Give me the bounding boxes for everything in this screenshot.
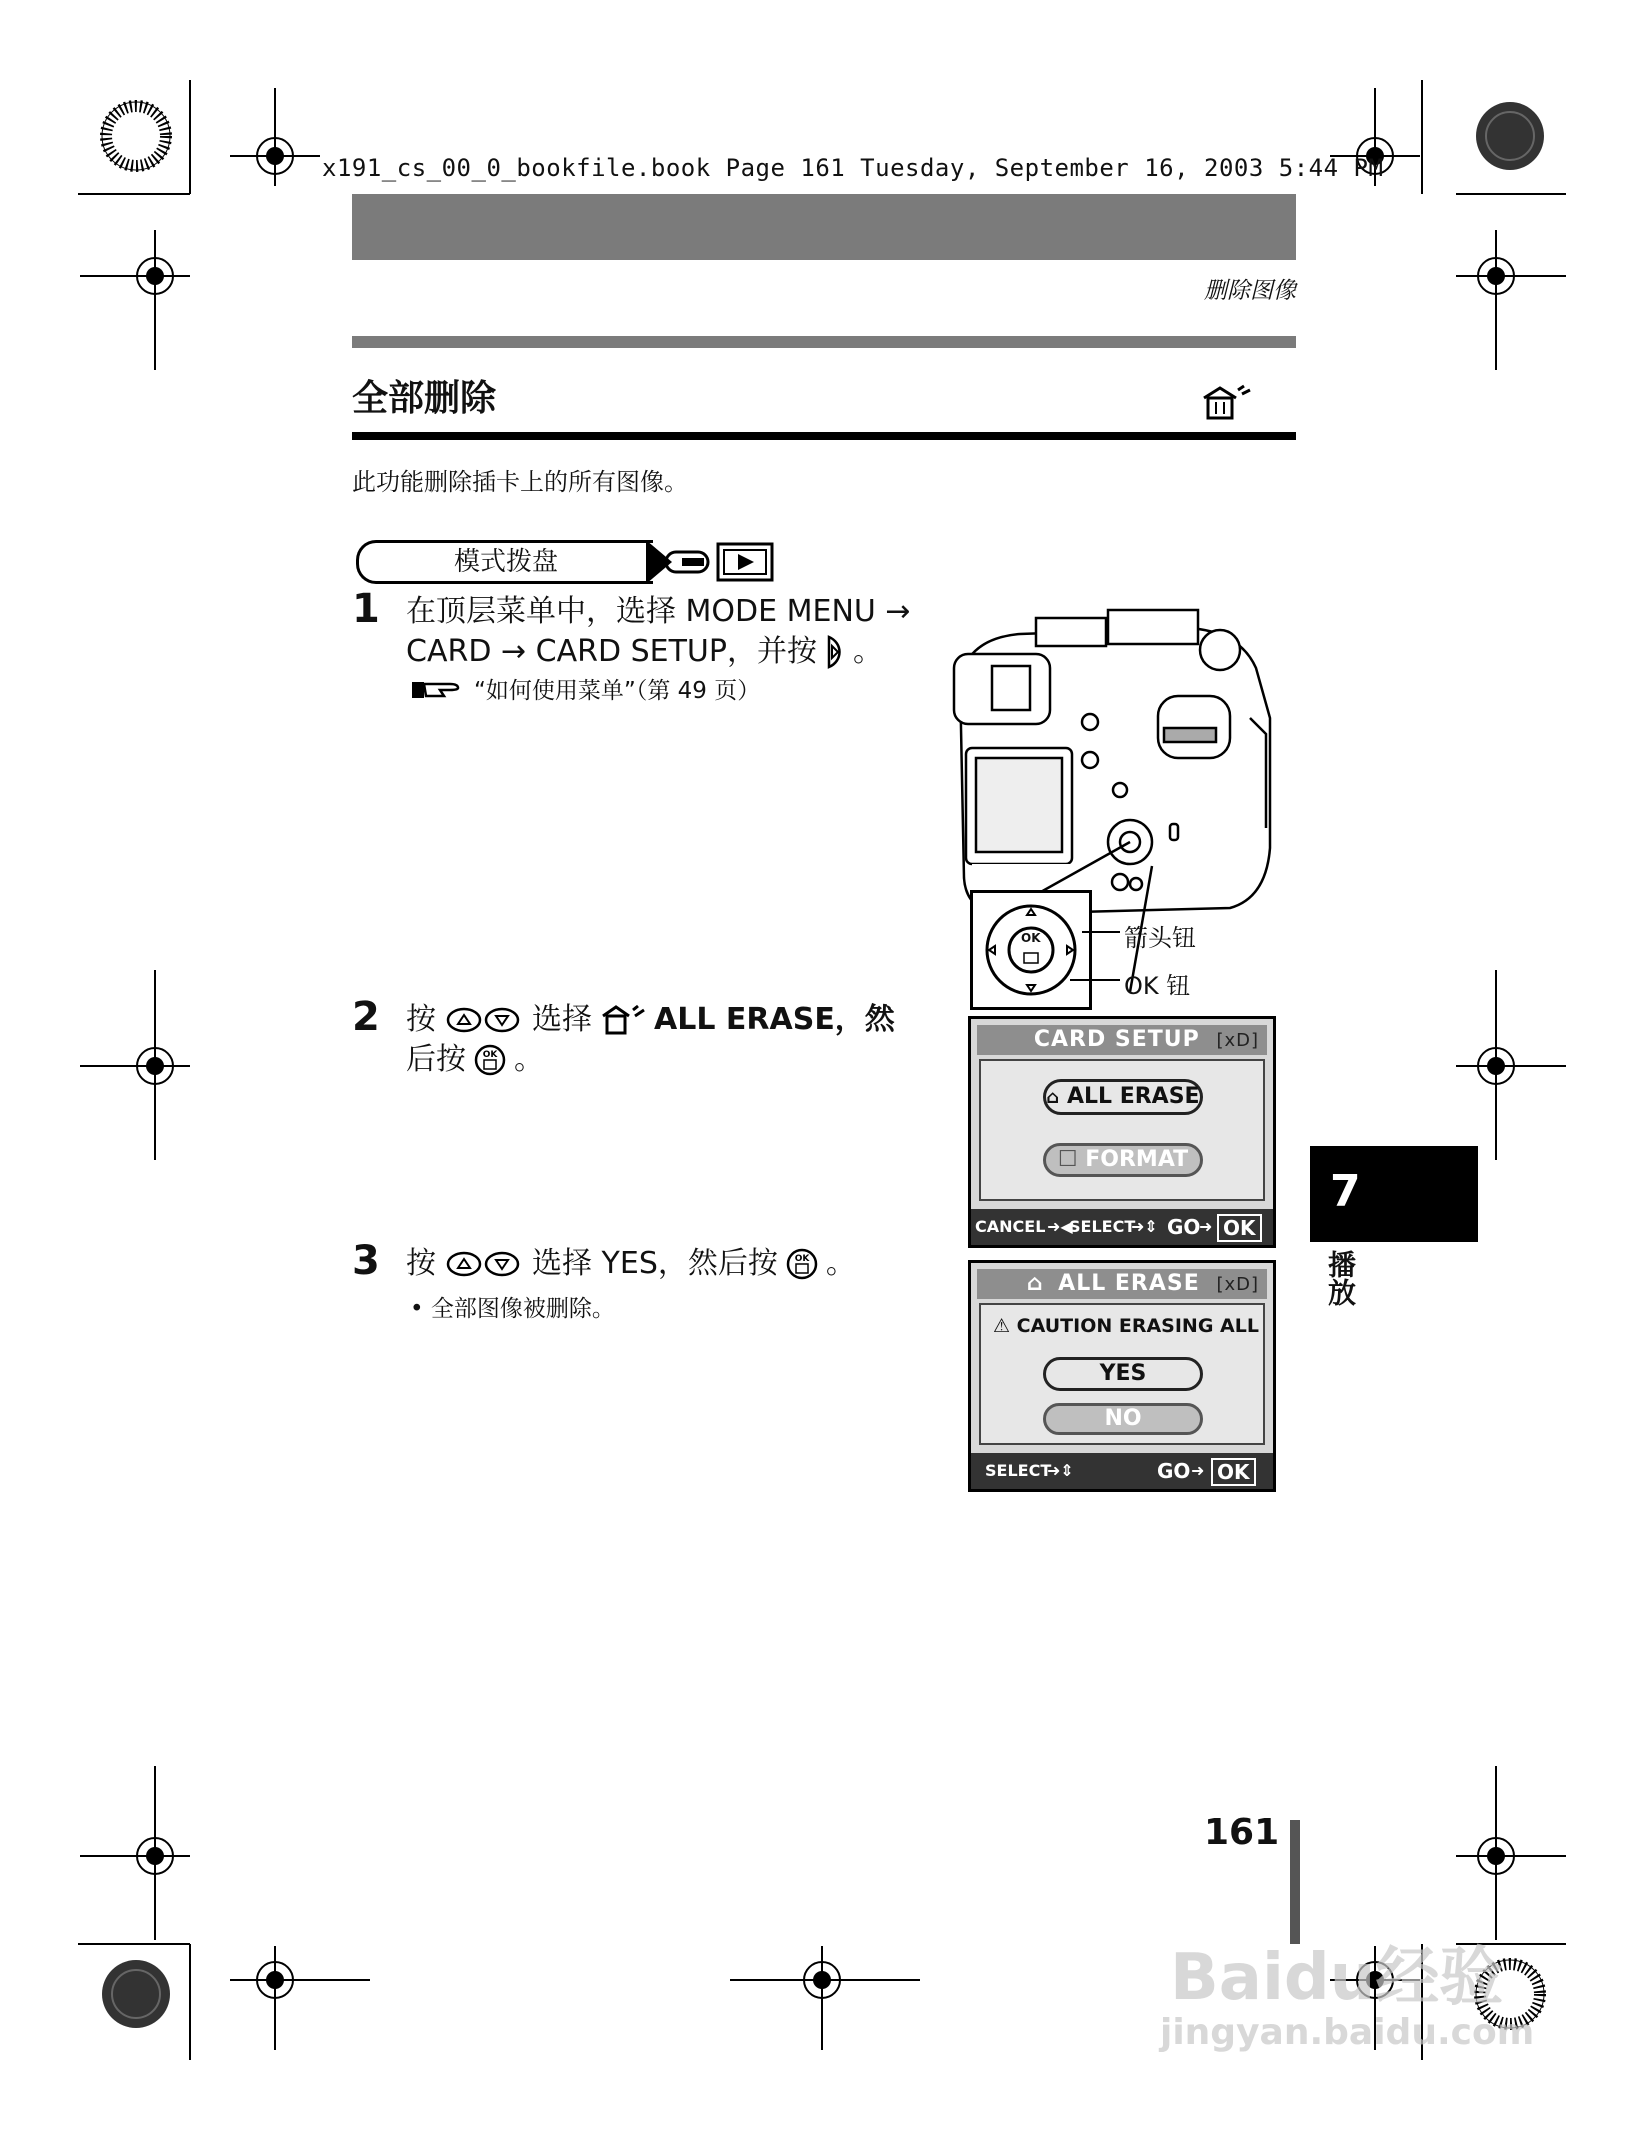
lcd2-caution: CAUTION ERASING ALL — [1016, 1315, 1259, 1337]
lcd-all-erase — [968, 1260, 1276, 1492]
lcd1-option2: FORMAT — [1085, 1147, 1189, 1172]
step-1-line-2-end: 。 — [852, 634, 883, 669]
lcd1-ok: OK — [1217, 1214, 1262, 1242]
lcd2-trash-icon: ⌂ — [1026, 1271, 1044, 1296]
watermark-brand: Baidu经验 — [1170, 1941, 1504, 2015]
chapter-tab — [1310, 1146, 1478, 1242]
lcd1-cancel: CANCEL — [975, 1217, 1046, 1236]
step-1-line-1: 在顶层菜单中，选择 MODE MENU → — [406, 594, 911, 629]
right-arrow-button-icon — [823, 635, 847, 669]
mode-dial-badge — [356, 540, 653, 584]
step-2-number: 2 — [352, 994, 380, 1040]
step-3-number: 3 — [352, 1238, 380, 1284]
step-3-press: 按 — [406, 1246, 436, 1281]
step-1-number: 1 — [352, 586, 380, 632]
step-2-then-press: 后按 — [406, 1042, 466, 1077]
lcd2-go-arrow: ➜ — [1191, 1461, 1205, 1480]
step-1-line-2 — [406, 632, 966, 672]
svg-text:OK: OK — [794, 1254, 810, 1264]
lcd2-select: SELECT — [985, 1461, 1052, 1480]
lcd2-panel — [979, 1303, 1265, 1445]
page-title: 全部删除 — [352, 378, 497, 419]
lcd2-title: ALL ERASE — [1058, 1271, 1200, 1296]
lcd1-select-arrow: ➜⇕ — [1131, 1217, 1158, 1236]
trash-all-icon — [1200, 384, 1252, 422]
lcd1-go: GO — [1167, 1215, 1201, 1239]
callout-lines — [1040, 900, 1120, 990]
lcd2-caution-line — [993, 1315, 1259, 1337]
lcd1-all-erase-icon: ⌂ — [1046, 1087, 1060, 1108]
step-1-reference — [410, 672, 760, 705]
lcd1-format-icon: ☐ — [1057, 1147, 1078, 1172]
step-3-text — [406, 1244, 966, 1284]
lcd2-yes-option: YES — [1043, 1357, 1203, 1391]
lcd2-media: [xD] — [1216, 1274, 1259, 1295]
file-header-line: x191_cs_00_0_bookfile.book Page 161 Tuesday, September 16, 2003 5:44 PM — [322, 154, 1384, 182]
lcd1-title: CARD SETUP — [1033, 1027, 1200, 1052]
all-erase-icon — [600, 1004, 646, 1036]
title-top-bar — [352, 336, 1296, 348]
step-2-line-1 — [406, 1000, 966, 1040]
step-3-end: 。 — [825, 1246, 856, 1281]
svg-text:OK: OK — [482, 1050, 498, 1060]
lcd2-no-option: NO — [1043, 1403, 1203, 1435]
warning-icon: ⚠ — [993, 1315, 1011, 1337]
step-3-select-yes: 选择 YES，然后按 — [532, 1246, 778, 1281]
step-2-all-erase: ALL ERASE，然 — [654, 1002, 895, 1037]
mode-dial-label: 模式拨盘 — [453, 547, 558, 577]
up-down-arrow-buttons-icon-2 — [444, 1249, 524, 1279]
control-pad-ok-label: OK — [1021, 931, 1041, 945]
step-1-text — [406, 592, 966, 672]
lcd1-media: [xD] — [1216, 1030, 1259, 1051]
lcd1-cancel-arrow: ➜◀ — [1047, 1217, 1073, 1236]
step-2-end: 。 — [514, 1042, 544, 1077]
watermark-url: jingyan.baidu.com — [1160, 2012, 1535, 2053]
ok-button-icon — [474, 1044, 506, 1076]
lcd1-all-erase-option — [1043, 1079, 1203, 1115]
lcd1-select: SELECT — [1069, 1217, 1136, 1236]
lcd1-title-bar — [977, 1025, 1267, 1055]
lcd1-panel — [979, 1059, 1265, 1201]
chapter-label: 播放 — [1324, 1250, 1357, 1306]
lcd2-footer — [971, 1453, 1273, 1489]
step-1-line-2-text: CARD → CARD SETUP，并按 — [406, 634, 817, 669]
up-down-arrow-buttons-icon — [444, 1005, 524, 1035]
step-1-reference-text: “如何使用菜单”（第 49 页） — [474, 678, 761, 704]
lcd-card-setup — [968, 1016, 1276, 1248]
ok-button-callout: OK 钮 — [1124, 972, 1191, 1000]
intro-text: 此功能删除插卡上的所有图像。 — [352, 468, 688, 496]
lcd2-ok: OK — [1211, 1458, 1256, 1486]
step-2-text — [406, 1000, 966, 1080]
lcd1-format-option — [1043, 1143, 1203, 1177]
lcd2-go: GO — [1157, 1459, 1191, 1483]
lcd2-title-bar — [977, 1269, 1267, 1299]
header-bar — [352, 194, 1296, 260]
lcd1-option1: ALL ERASE — [1066, 1084, 1200, 1109]
section-label: 删除图像 — [1204, 278, 1296, 304]
reference-hand-icon — [410, 676, 462, 702]
step-2-select: 选择 — [532, 1002, 592, 1037]
chapter-number: 7 — [1330, 1166, 1361, 1217]
lcd1-go-arrow: ➜ — [1199, 1217, 1213, 1236]
step-2-press: 按 — [406, 1002, 436, 1037]
step-3-bullet: • 全部图像被删除。 — [410, 1296, 615, 1322]
step-2-line-2 — [406, 1040, 966, 1080]
lcd2-select-arrow: ➜⇕ — [1047, 1461, 1074, 1480]
page-number: 161 — [1204, 1812, 1280, 1853]
playback-mode-icon — [660, 540, 780, 584]
title-rule — [352, 432, 1296, 440]
arrow-button-callout: 箭头钮 — [1124, 924, 1196, 952]
lcd1-footer — [971, 1209, 1273, 1245]
ok-button-icon-2 — [786, 1248, 818, 1280]
